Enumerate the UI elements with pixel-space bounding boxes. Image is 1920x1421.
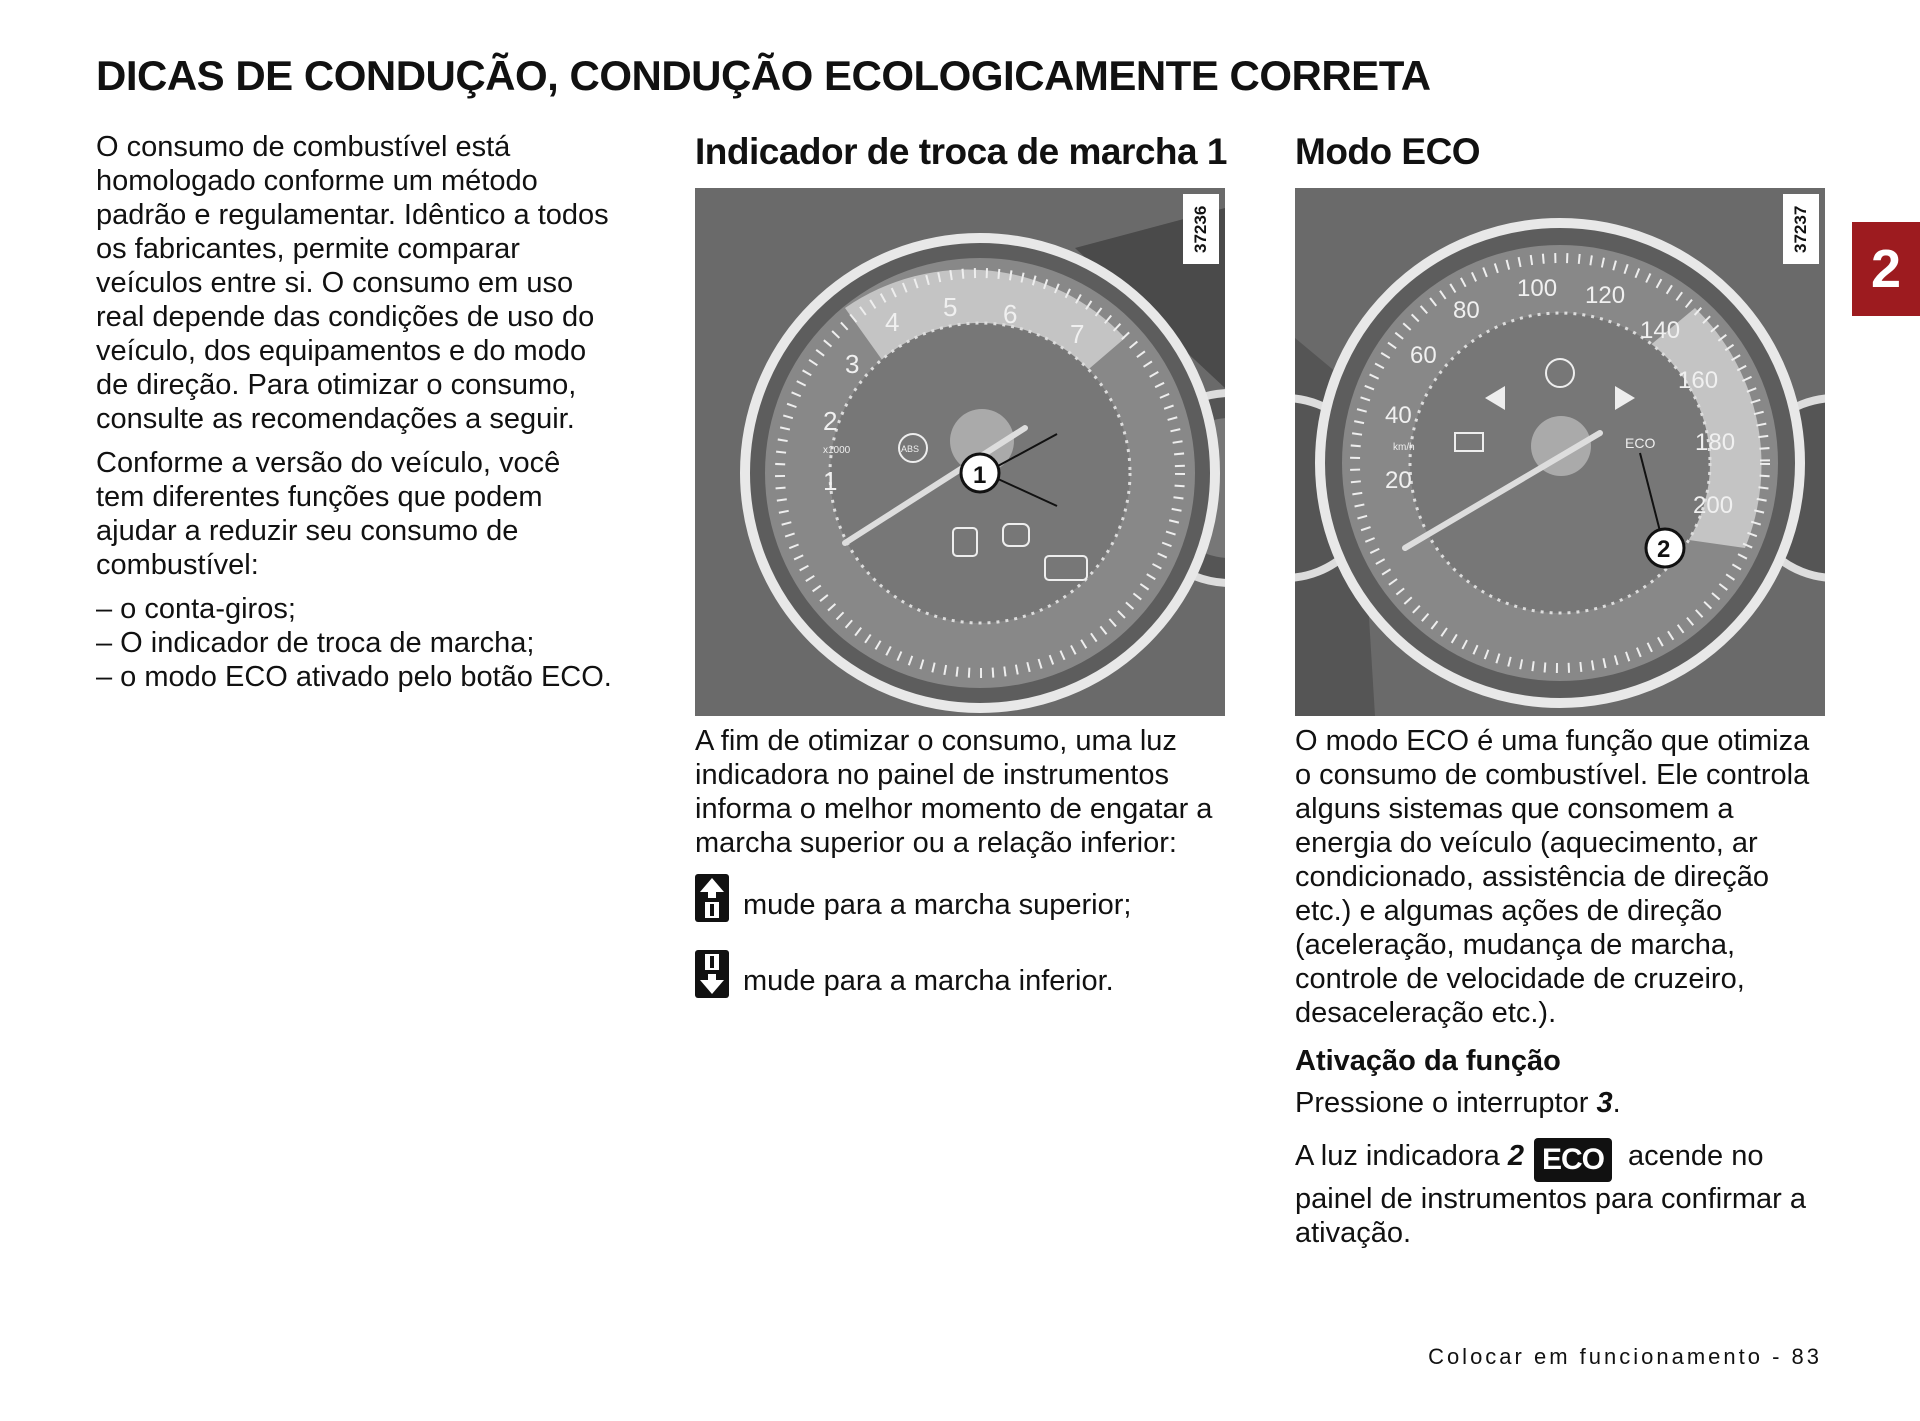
press-switch-text <box>1295 1086 1825 1120</box>
eco-mode-column <box>1295 130 1825 1260</box>
tach-label: 4 <box>885 307 900 337</box>
tach-label: 1 <box>823 466 838 496</box>
eco-badge-icon: ECO <box>1534 1138 1612 1182</box>
downshift-row <box>695 950 1225 998</box>
tach-label: 2 <box>823 406 838 436</box>
light-prefix: A luz indicadora <box>1295 1140 1508 1172</box>
chapter-tab: 2 <box>1852 222 1920 316</box>
speed-label: 180 <box>1695 429 1736 456</box>
speed-label: 200 <box>1693 492 1734 519</box>
tach-label: 5 <box>943 292 958 322</box>
tachometer-illustration <box>695 188 1225 716</box>
list-item: – o modo ECO ativado pelo botão ECO. <box>96 661 612 693</box>
eco-mode-heading: Modo ECO <box>1295 131 1481 172</box>
gear-indicator-heading: Indicador de troca de marcha 1 <box>695 131 1227 172</box>
tach-label: 7 <box>1070 319 1085 349</box>
speedometer-illustration <box>1295 188 1825 716</box>
eco-mode-description: O modo ECO é uma função que otimiza o consumo de combustível. Ele controla alguns sistemas que consomem a energia do veículo (aquecimento, ar condicionado, assistência de direção etc.) e algumas ações de direção (aceleração, mudança de marcha, controle de velocidade de cruzeiro, desaceleração etc.). <box>1295 725 1810 1029</box>
speed-label: 160 <box>1678 367 1719 394</box>
speed-label: 60 <box>1410 342 1437 369</box>
callout-2: 2 <box>1657 536 1671 563</box>
light-suffix: acende no painel de instrumentos para confirmar a ativação. <box>1295 1140 1806 1249</box>
speed-label: 120 <box>1585 282 1626 309</box>
speed-label: 100 <box>1517 275 1558 302</box>
tachometer-figure <box>695 188 1225 716</box>
indicator-light-text <box>1295 1138 1825 1250</box>
tach-label: 3 <box>845 349 860 379</box>
list-item: – o conta-giros; <box>96 593 296 625</box>
speed-label: 80 <box>1453 297 1480 324</box>
page-footer: Colocar em funcionamento - 83 <box>1428 1344 1822 1369</box>
intro-column <box>96 130 616 694</box>
gear-indicator-intro: A fim de otimizar o consumo, uma luz indicadora no painel de instrumentos informa o melhor momento de engatar a marcha superior ou a relação inferior: <box>695 725 1213 859</box>
figure-code: 37236 <box>1183 194 1219 264</box>
functions-paragraph: Conforme a versão do veículo, você tem diferentes funções que podem ajudar a reduzir seu consumo de combustível: <box>96 447 561 581</box>
upshift-row <box>695 874 1225 922</box>
figure-code: 37237 <box>1783 194 1819 264</box>
list-item: – O indicador de troca de marcha; <box>96 627 535 659</box>
upshift-text: mude para a marcha superior; <box>743 889 1132 921</box>
speed-label: 140 <box>1640 317 1681 344</box>
functions-list <box>96 592 616 694</box>
gear-up-icon <box>695 874 729 922</box>
speed-label: 40 <box>1385 402 1412 429</box>
speedometer-figure <box>1295 188 1825 716</box>
activation-heading: Ativação da função <box>1295 1045 1561 1077</box>
eco-light-label: ECO <box>1625 435 1656 451</box>
callout-1: 1 <box>973 462 987 489</box>
intro-paragraph: O consumo de combustível está homologado conforme um método padrão e regulamentar. Idêntico a todos os fabricantes, permite comparar veículos entre si. O consumo em uso real depende das condições de uso do veículo, dos equipamentos e do modo de direção. Para otimizar o consumo, consulte as recomendações a seguir. <box>96 131 609 435</box>
press-prefix: Pressione o interruptor <box>1295 1087 1597 1119</box>
speed-unit: km/h <box>1393 442 1415 453</box>
abs-label: ABS <box>901 444 920 454</box>
press-suffix: . <box>1612 1087 1621 1119</box>
downshift-text: mude para a marcha inferior. <box>743 965 1114 997</box>
tach-label: 6 <box>1003 299 1018 329</box>
indicator-number: 2 <box>1507 1140 1524 1172</box>
speed-label: 20 <box>1385 467 1412 494</box>
tach-unit: x1000 <box>823 445 851 456</box>
page-title: DICAS DE CONDUÇÃO, CONDUÇÃO ECOLOGICAMENTE CORRETA <box>96 52 1431 99</box>
gear-indicator-column <box>695 130 1225 1026</box>
switch-number: 3 <box>1596 1087 1613 1119</box>
gear-down-icon <box>695 950 729 998</box>
